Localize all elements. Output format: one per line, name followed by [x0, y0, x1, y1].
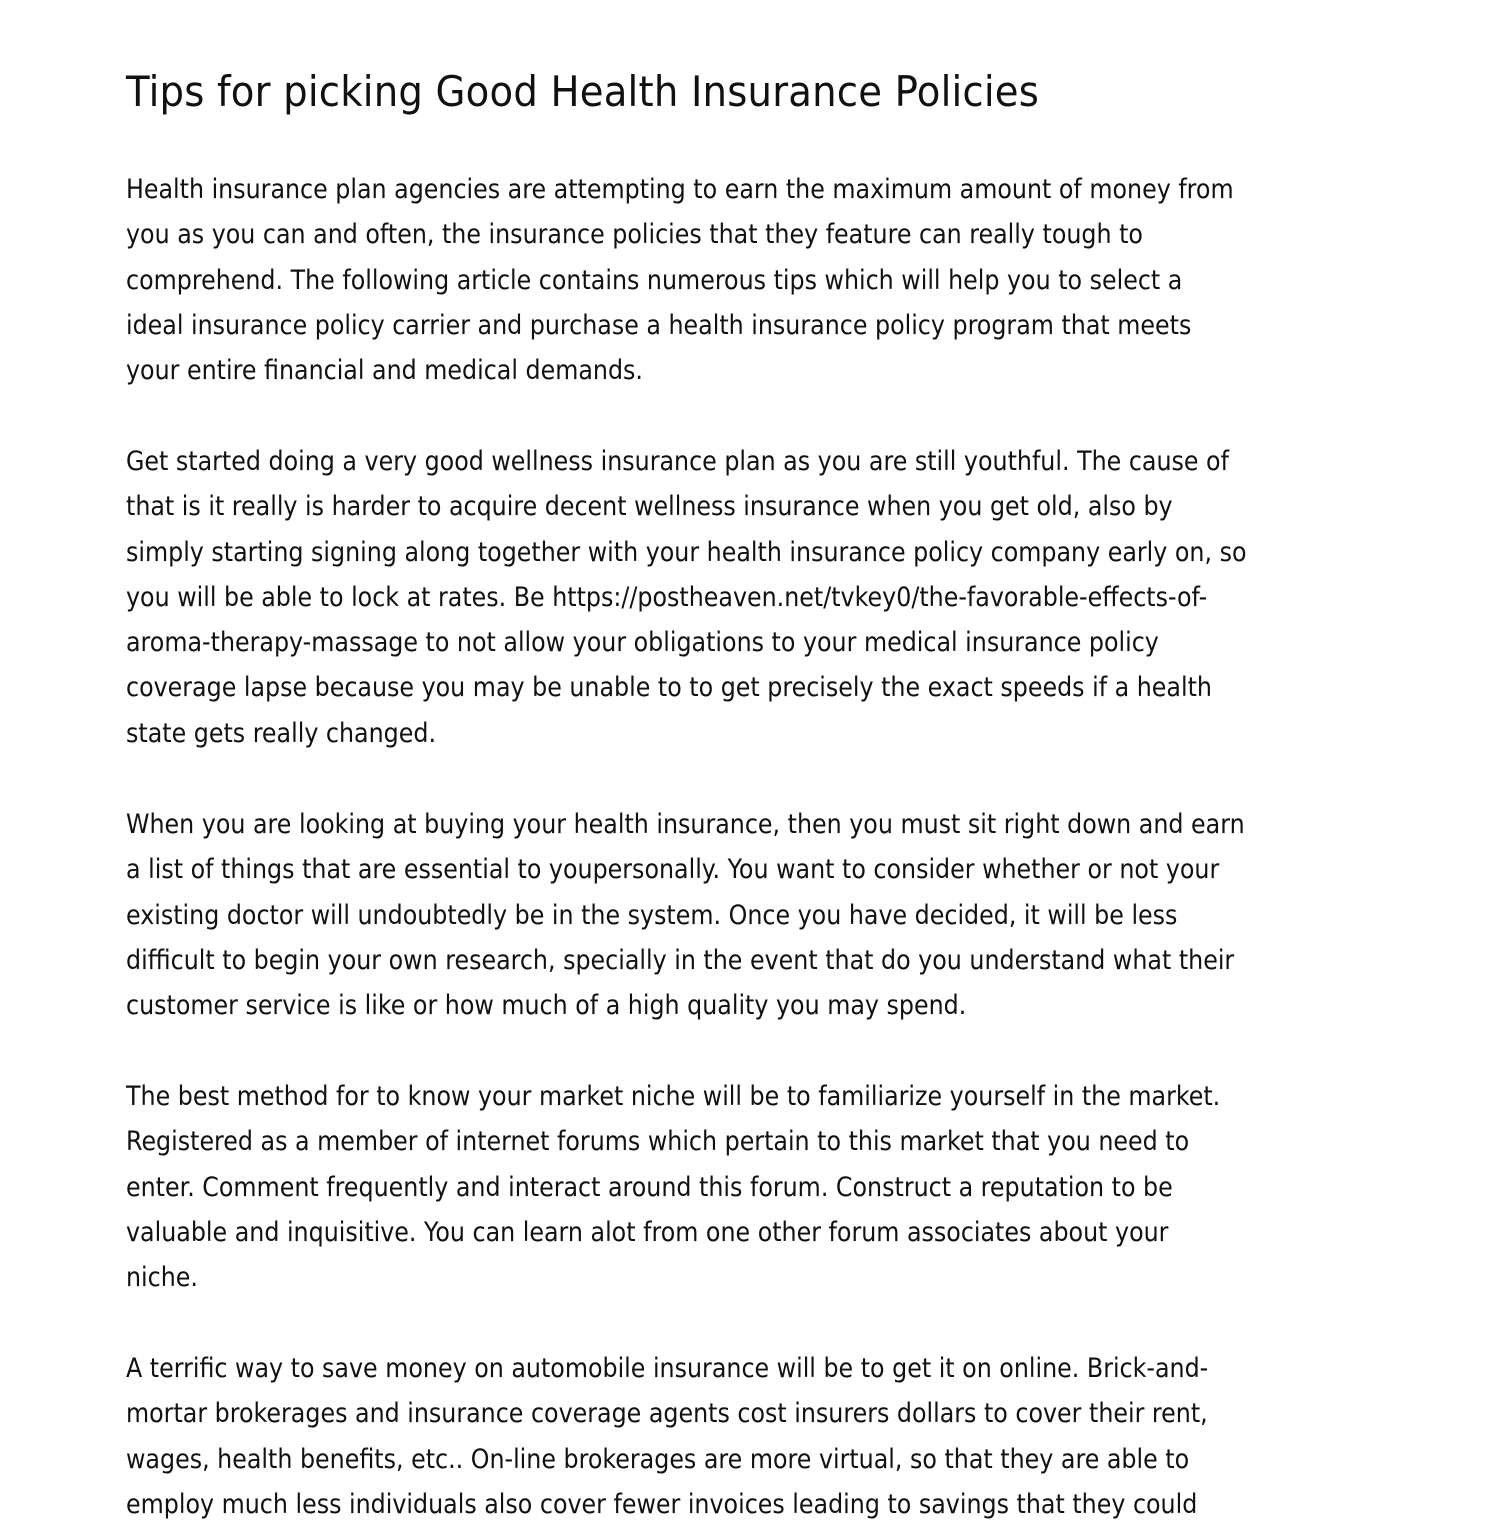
text-line: When you are looking at buying your health insurance, then you must sit right down and earn: [126, 809, 1245, 840]
text-line: wages, health benefits, etc.. On-line brokerages are more virtual, so that they are able to: [126, 1443, 1190, 1475]
text-line: difficult to begin your own research, specially in the event that do you understand what their: [126, 944, 1235, 976]
text-line: state gets really changed.: [126, 717, 437, 749]
text-line: The best method for to know your market niche will be to familiarize yourself in the market.: [126, 1081, 1221, 1112]
text-line: enter. Comment frequently and interact around this forum. Construct a reputation to be: [126, 1171, 1173, 1203]
text-line: niche.: [126, 1262, 198, 1294]
text-line: customer service is like or how much of a high quality you may spend.: [126, 990, 967, 1022]
text-line: coverage lapse because you may be unable to to get precisely the exact speeds if a health: [126, 672, 1212, 704]
text-line: valuable and inquisitive. You can learn alot from one other forum associates about your: [126, 1216, 1169, 1248]
text-line: mortar brokerages and insurance coverage agents cost insurers dollars to cover their rent,: [126, 1398, 1208, 1430]
text-line: ideal insurance policy carrier and purchase a health insurance policy program that meets: [126, 309, 1192, 341]
text-line: you will be able to lock at rates. Be https://postheaven.net/tvkey0/the-favorable-effects-of-: [126, 581, 1208, 613]
paragraph-5: [126, 1346, 1208, 1527]
text-line: employ much less individuals also cover fewer invoices leading to savings that they could: [126, 1488, 1198, 1520]
paragraph-1: [126, 167, 1234, 393]
paragraph-3: [126, 802, 1245, 1028]
text-line: Get started doing a very good wellness insurance plan as you are still youthful. The cause of: [126, 446, 1229, 477]
paragraph-4: [126, 1074, 1220, 1300]
text-line: Health insurance plan agencies are attempting to earn the maximum amount of money from: [126, 174, 1234, 205]
paragraph-2: [126, 439, 1247, 756]
text-line: simply starting signing along together with your health insurance policy company early on, so: [126, 536, 1247, 568]
text-line: A terrific way to save money on automobile insurance will be to get it on online. Brick-and-: [126, 1353, 1209, 1384]
text-line: that is it really is harder to acquire decent wellness insurance when you get old, also by: [126, 491, 1173, 523]
text-line: existing doctor will undoubtedly be in the system. Once you have decided, it will be less: [126, 899, 1178, 931]
text-line: aroma-therapy-massage to not allow your obligations to your medical insurance policy: [126, 627, 1159, 659]
text-line: your entire financial and medical demands.: [126, 355, 643, 387]
text-line: comprehend. The following article contains numerous tips which will help you to select a: [126, 264, 1183, 296]
text-line: Registered as a member of internet forums which pertain to this market that you need to: [126, 1126, 1190, 1158]
text-line: a list of things that are essential to youpersonally. You want to consider whether or not your: [126, 854, 1220, 886]
text-line: you as you can and often, the insurance policies that they feature can really tough to: [126, 219, 1143, 251]
document-title: Tips for picking Good Health Insurance Policies: [126, 67, 1040, 116]
